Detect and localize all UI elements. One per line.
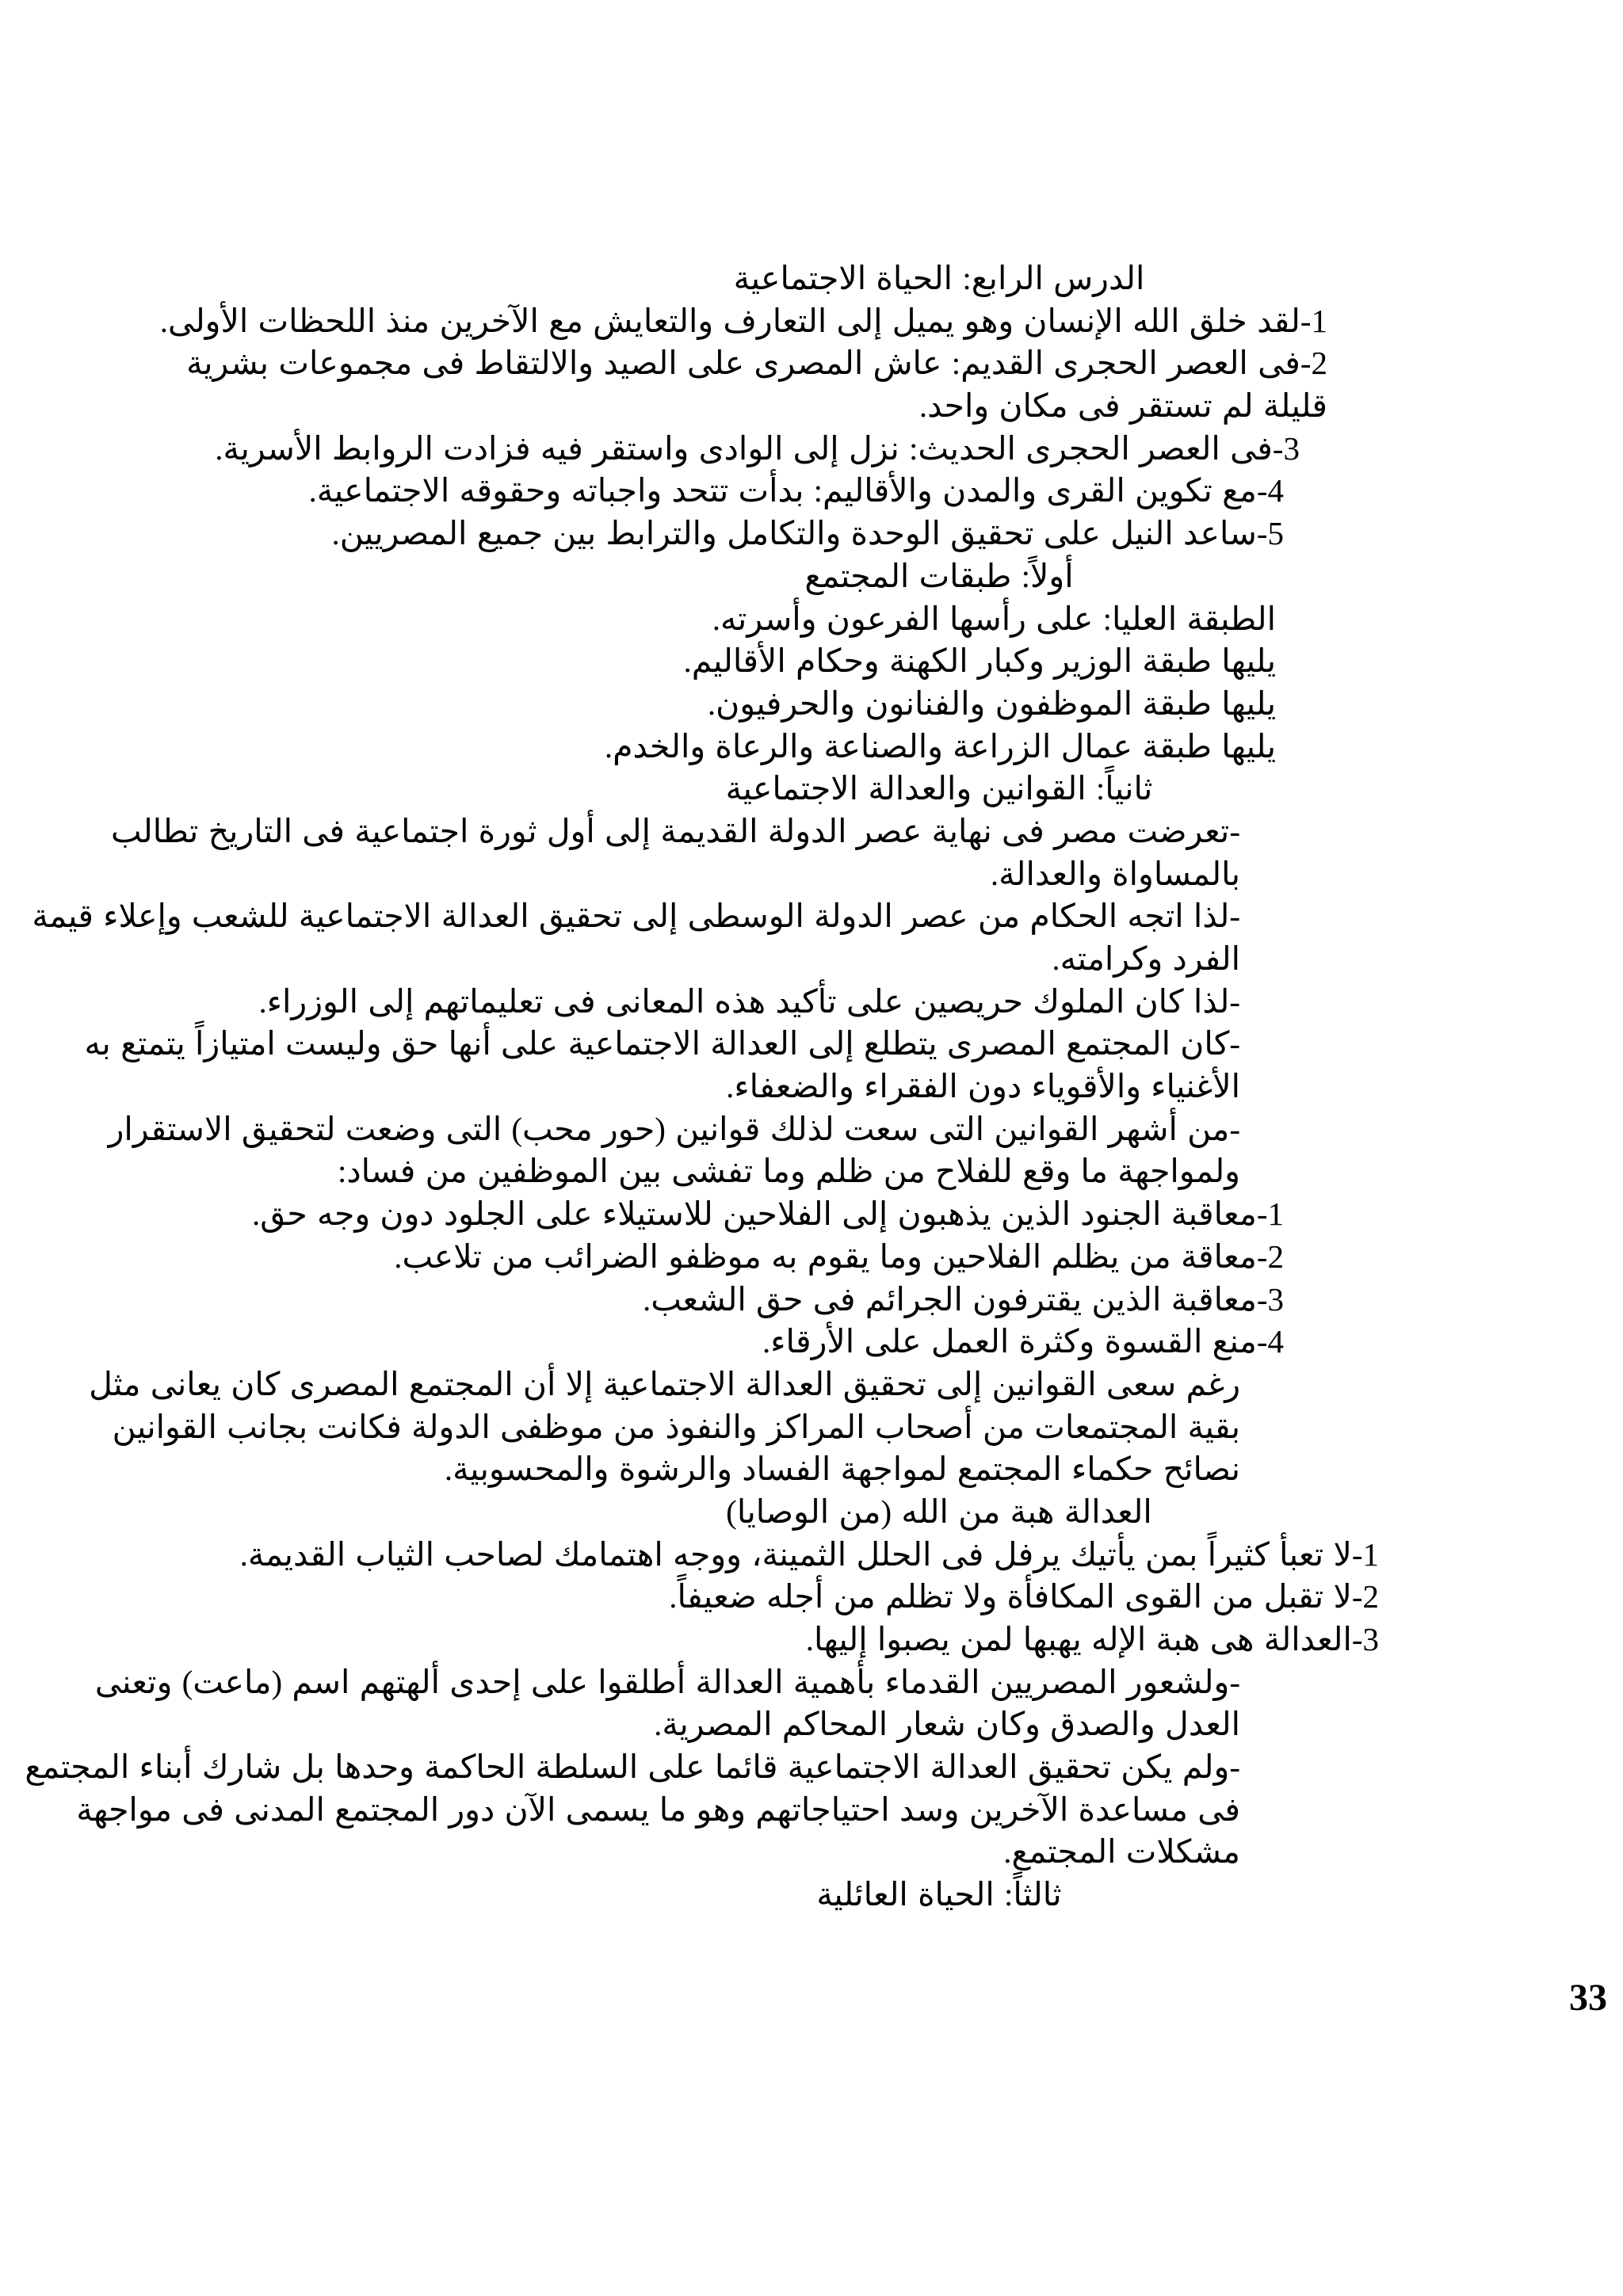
page-number: 33: [1569, 1977, 1607, 2019]
paragraph-line: -لذا اتجه الحكام من عصر الدولة الوسطى إلى تحقيق العدالة الاجتماعية للشعب وإعلاء قيمة: [32, 898, 1240, 935]
paragraph-line: 4-مع تكوين القرى والمدن والأقاليم: بدأت تتحد واجباته وحقوقه الاجتماعية.: [308, 472, 1284, 509]
paragraph-line: -تعرضت مصر فى نهاية عصر الدولة القديمة إلى أول ثورة اجتماعية فى التاريخ تطالب: [111, 812, 1240, 849]
paragraph-line: الفرد وكرامته.: [1052, 940, 1240, 977]
paragraph-line: الطبقة العليا: على رأسها الفرعون وأسرته.: [712, 600, 1276, 637]
paragraph-line: 1-لقد خلق الله الإنسان وهو يميل إلى التعارف والتعايش مع الآخرين منذ اللحظات الأولى.: [159, 302, 1327, 339]
paragraph-line: رغم سعى القوانين إلى تحقيق العدالة الاجتماعية إلا أن المجتمع المصرى كان يعانى مثل: [89, 1365, 1240, 1402]
paragraph-line: 2-معاقة من يظلم الفلاحين وما يقوم به موظفو الضرائب من تلاعب.: [394, 1238, 1284, 1275]
paragraph-line: 3-معاقبة الذين يقترفون الجرائم فى حق الشعب.: [642, 1280, 1284, 1318]
paragraph-line: 2-فى العصر الحجرى القديم: عاش المصرى على الصيد والالتقاط فى مجموعات بشرية: [186, 345, 1327, 382]
section-heading: العدالة هبة من الله (من الوصايا): [726, 1493, 1152, 1530]
paragraph-line: -ولم يكن تحقيق العدالة الاجتماعية قائما على السلطة الحاكمة وحدها بل شارك أبناء المجتمع: [25, 1749, 1240, 1786]
paragraph-line: -من أشهر القوانين التى سعت لذلك قوانين (حور محب) التى وضعت لتحقيق الاستقرار: [108, 1110, 1240, 1147]
paragraph-line: -كان المجتمع المصرى يتطلع إلى العدالة الاجتماعية على أنها حق وليست امتيازاً يتمتع به: [84, 1025, 1240, 1062]
paragraph-line: 3-العدالة هى هبة الإله يهبها لمن يصبوا إليها.: [805, 1621, 1379, 1657]
paragraph-line: مشكلات المجتمع.: [1003, 1833, 1240, 1871]
paragraph-line: بقية المجتمعات من أصحاب المراكز والنفوذ من موظفى الدولة فكانت بجانب القوانين: [112, 1408, 1240, 1445]
lesson-text: [25, 257, 1617, 1917]
paragraph-line: يليها طبقة الموظفون والفنانون والحرفيون.: [707, 685, 1276, 722]
paragraph-line: 2-لا تقبل من القوى المكافأة ولا تظلم من أجله ضعيفاً.: [669, 1578, 1379, 1615]
section-heading: أولاً: طبقات المجتمع: [804, 557, 1074, 594]
paragraph-line: 4-منع القسوة وكثرة العمل على الأرقاء.: [762, 1323, 1284, 1360]
section-heading: ثانياً: القوانين والعدالة الاجتماعية: [725, 770, 1153, 807]
paragraph-line: -لذا كان الملوك حريصين على تأكيد هذه المعانى فى تعليماتهم إلى الوزراء.: [258, 982, 1240, 1020]
paragraph-line: يليها طبقة عمال الزراعة والصناعة والرعاة والخدم.: [604, 727, 1276, 765]
lesson-title: الدرس الرابع: الحياة الاجتماعية: [733, 260, 1145, 296]
section-heading: ثالثاً: الحياة العائلية: [816, 1876, 1062, 1913]
paragraph-line: قليلة لم تستقر فى مكان واحد.: [918, 387, 1327, 425]
paragraph-line: -ولشعور المصريين القدماء بأهمية العدالة أطلقوا على إحدى ألهتهم اسم (ماعت) وتعنى: [94, 1663, 1240, 1700]
paragraph-line: 1-معاقبة الجنود الذين يذهبون إلى الفلاحين للاستيلاء على الجلود دون وجه حق.: [251, 1196, 1284, 1233]
paragraph-line: 5-ساعد النيل على تحقيق الوحدة والتكامل والترابط بين جميع المصريين.: [331, 515, 1284, 552]
paragraph-line: العدل والصدق وكان شعار المحاكم المصرية.: [654, 1706, 1240, 1743]
paragraph-line: 1-لا تعبأ كثيراً بمن يأتيك يرفل فى الحلل الثمينة، ووجه اهتمامك لصاحب الثياب القديمة.: [239, 1535, 1379, 1573]
paragraph-line: بالمساواة والعدالة.: [990, 855, 1240, 892]
paragraph-line: الأغنياء والأقوياء دون الفقراء والضعفاء.: [726, 1068, 1240, 1105]
paragraph-line: ولمواجهة ما وقع للفلاح من ظلم وما تفشى بين الموظفين من فساد:: [338, 1153, 1240, 1190]
paragraph-line: يليها طبقة الوزير وكبار الكهنة وحكام الأقاليم.: [683, 643, 1276, 680]
paragraph-line: نصائح حكماء المجتمع لمواجهة الفساد والرشوة والمحسوبية.: [444, 1451, 1240, 1488]
paragraph-line: 3-فى العصر الحجرى الحديث: نزل إلى الوادى واستقر فيه فزادت الروابط الأسرية.: [215, 429, 1300, 467]
paragraph-line: فى مساعدة الآخرين وسد احتياجاتهم وهو ما يسمى الآن دور المجتمع المدنى فى مواجهة: [76, 1791, 1240, 1828]
